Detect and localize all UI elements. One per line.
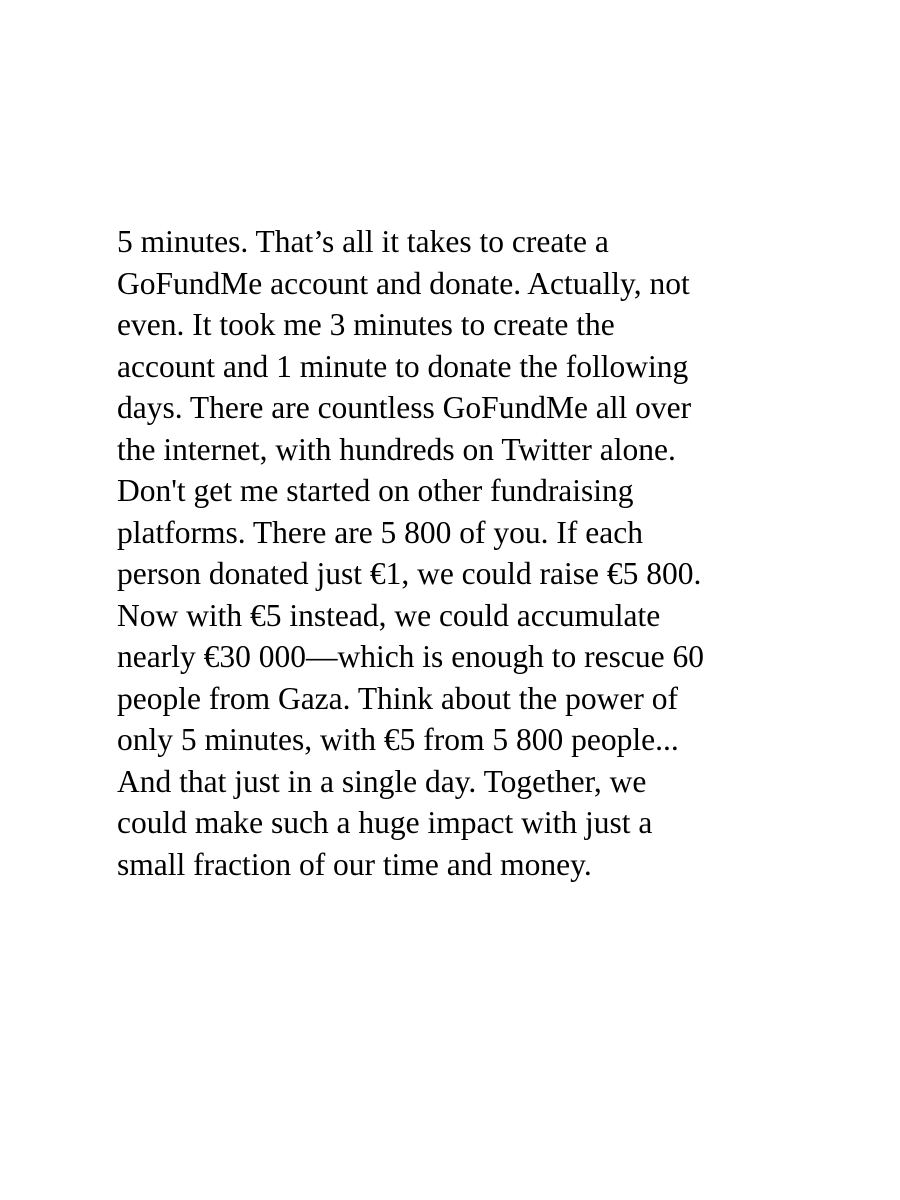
paragraph-line: person donated just €1, we could raise €5 800. [117, 556, 702, 591]
paragraph-line: 5 minutes. That’s all it takes to create a [117, 224, 609, 259]
paragraph-line: Don't get me started on other fundraising [117, 473, 634, 508]
paragraph-line: And that just in a single day. Together, we [117, 763, 647, 799]
paragraph-line: account and 1 minute to donate the following [117, 348, 689, 384]
paragraph-line: people from Gaza. Think about the power of [117, 680, 678, 716]
paragraph-line: even. It took me 3 minutes to create the [117, 307, 615, 342]
paragraph-line: small fraction of our time and money. [117, 846, 592, 882]
paragraph-line: could make such a huge impact with just a [117, 805, 653, 840]
paragraph-line: platforms. There are 5 800 of you. If each [117, 514, 643, 550]
paragraph-line: days. There are countless GoFundMe all over [117, 390, 692, 425]
paragraph-line: only 5 minutes, with €5 from 5 800 people... [117, 722, 679, 757]
body-paragraph [117, 221, 817, 885]
paragraph-line: GoFundMe account and donate. Actually, not [117, 265, 690, 301]
paragraph-line: nearly €30 000—which is enough to rescue 60 [117, 639, 704, 674]
paragraph-line: Now with €5 instead, we could accumulate [117, 597, 661, 633]
paragraph-line: the internet, with hundreds on Twitter alone. [117, 431, 676, 467]
